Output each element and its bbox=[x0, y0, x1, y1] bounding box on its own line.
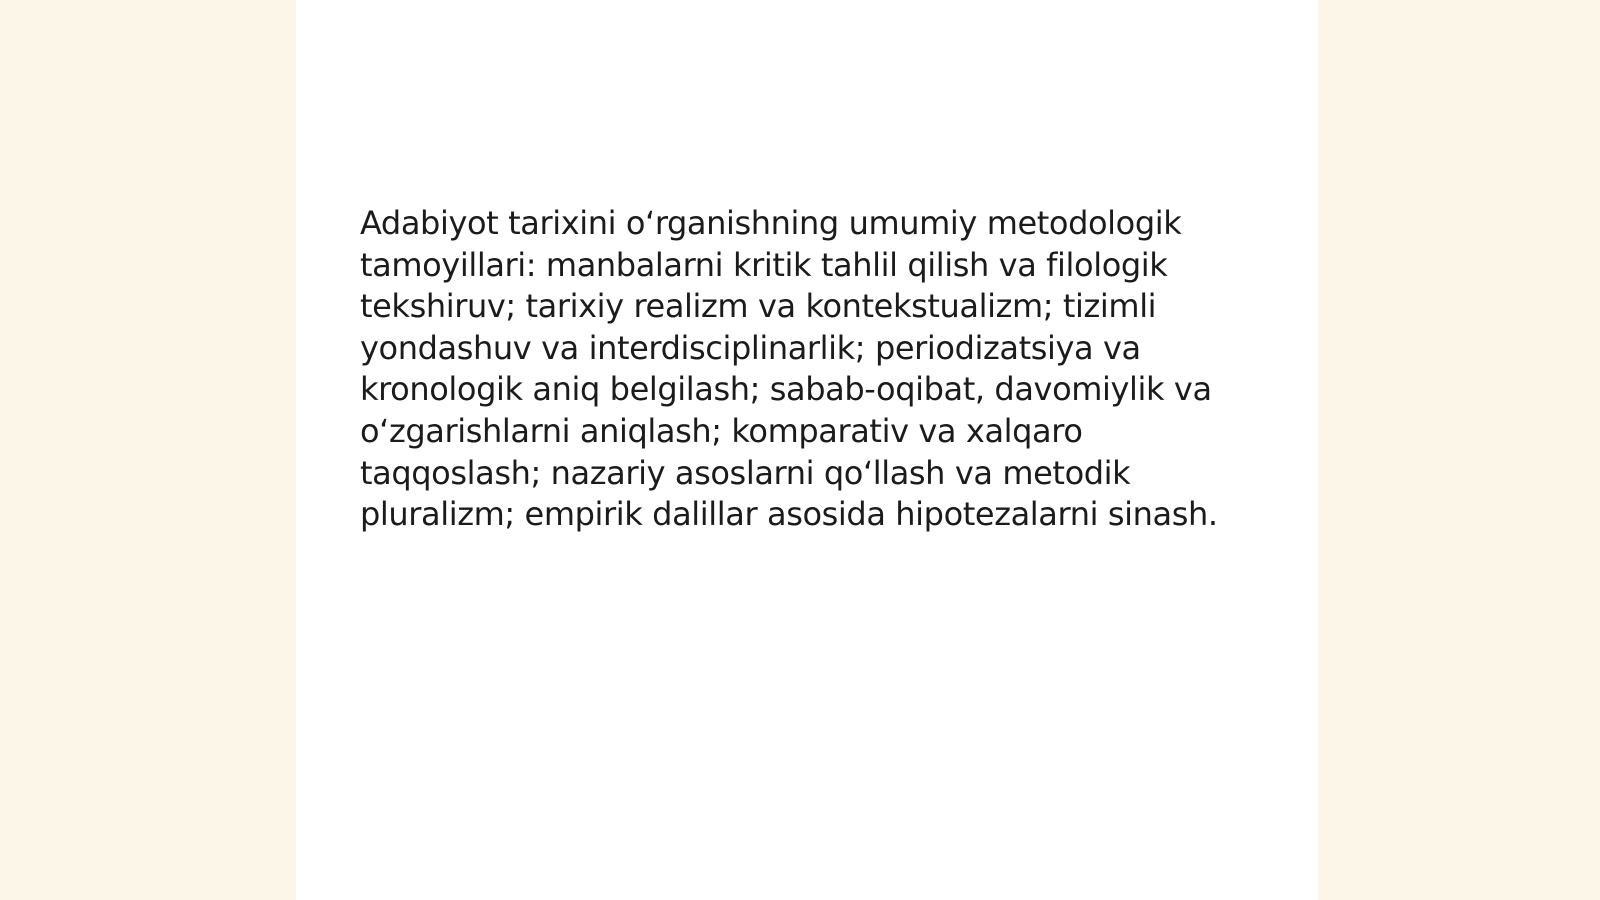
slide-body-text: Adabiyot tarixini o‘rganishning umumiy metodologik tamoyillari: manbalarni kritik tahlil qilish va filologik tekshiruv; tarixiy realizm va kontekstualizm; tizimli yondashuv va interdisciplinarlik; periodizatsiya va kronologik aniq belgilash; sabab-oqibat, davomiylik va o‘zgarishlarni aniqlash; komparativ va xalqaro taqqoslash; nazariy asoslarni qo‘llash va metodik pluralizm; empirik dalillar asosida hipotezalarni sinash. bbox=[360, 204, 1218, 534]
slide-canvas bbox=[296, 0, 1318, 900]
